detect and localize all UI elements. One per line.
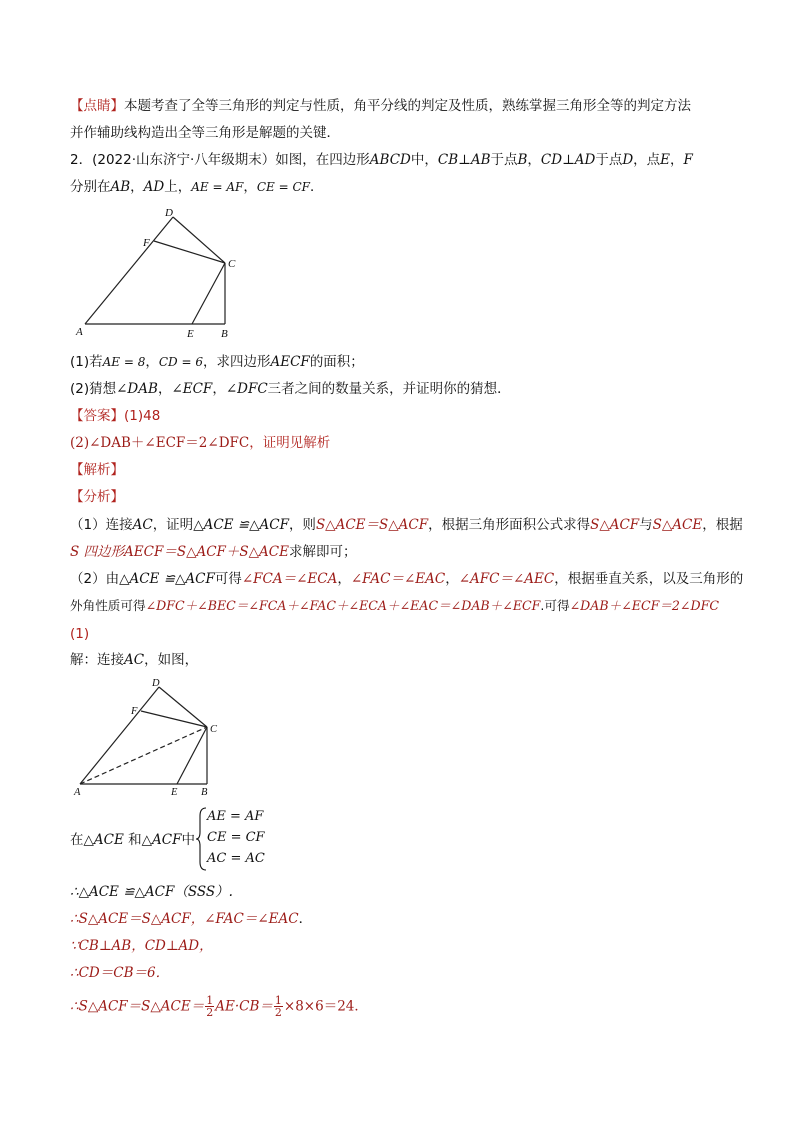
text: ， (670, 152, 684, 168)
point-b: B (517, 152, 528, 168)
text: (2)猜想 (70, 381, 117, 397)
fraction-one-half (205, 995, 214, 1018)
text: ，点 (633, 152, 661, 168)
quadrilateral-figure-with-diagonal (70, 674, 230, 800)
solution-step-3 (70, 909, 312, 929)
point-f: F (683, 152, 693, 168)
answer-line-1 (70, 406, 160, 426)
text: ． (310, 179, 324, 195)
text: （1）连接 (70, 517, 133, 533)
fraction-denominator: 2 (274, 1006, 282, 1019)
text: ， (145, 354, 159, 370)
label-d: D (152, 678, 160, 689)
segment-dc-line (173, 217, 225, 263)
text: 于点 (490, 152, 518, 168)
condition-cd-ad: CD⊥AD (540, 152, 596, 168)
dianjing-line-2 (70, 123, 340, 143)
text: 可得 (214, 571, 242, 587)
congruence: △ACE ≌△ACF (119, 571, 215, 587)
system-eq-2: CE = CF (207, 830, 265, 845)
fraction-denominator: 2 (206, 1006, 214, 1019)
text: 解：连接 (70, 652, 124, 668)
congruence-intro (70, 830, 195, 850)
jiexi-label: 【解析】 (70, 462, 124, 478)
segment-fc-line (154, 241, 225, 263)
label-c: C (228, 258, 236, 270)
problem-line-1 (70, 150, 693, 170)
fraction-numerator: 1 (206, 994, 214, 1007)
text: （2）由 (70, 571, 120, 587)
label-b: B (201, 787, 208, 798)
segment-ec-line (192, 263, 225, 324)
label-d: D (165, 207, 173, 219)
text: 和 (128, 832, 142, 848)
text: 中， (410, 152, 438, 168)
answer-label: 【答案】 (70, 408, 124, 424)
label-c: C (210, 724, 218, 735)
area-computation-result: ×8×6＝24． (283, 998, 368, 1015)
label-e: E (171, 787, 178, 798)
exterior-angle-formula: ∠DFC＋∠BEC＝∠FCA＋∠FAC＋∠ECA＋∠EAC＝∠DAB＋∠ECF (145, 598, 541, 613)
solution-part-1-label (70, 624, 89, 644)
text: 于点 (595, 152, 623, 168)
text: 上， (164, 179, 192, 195)
segment-ad-line (80, 687, 159, 784)
text: 中 (181, 832, 195, 848)
angle-eq-3: ∠AFC＝∠AEC (458, 571, 555, 587)
quadrilateral-figure (70, 202, 260, 344)
text: 在 (70, 832, 84, 848)
text: ，根据 (702, 517, 743, 533)
equation-system (207, 806, 265, 869)
question-2 (70, 379, 511, 399)
fenxi-line (70, 487, 124, 507)
condition-ae-af: AE = AF (191, 180, 244, 194)
text: ， (130, 179, 144, 195)
solution-step-1 (70, 650, 198, 670)
question-1 (70, 352, 364, 372)
angle-equality: ，∠FAC＝∠EAC (190, 911, 299, 927)
problem-line-2 (70, 177, 324, 197)
perpendicular-given: ∵CB⊥AB，CD⊥AD， (70, 938, 213, 954)
diagonal-ac-dashed (80, 727, 207, 784)
label-e: E (187, 328, 194, 340)
point-d: D (622, 152, 634, 168)
part-1-label: (1) (70, 626, 90, 642)
solution-step-2 (70, 882, 233, 902)
text: ，则 (288, 517, 316, 533)
quad-aecf: AECF (270, 354, 310, 370)
fenxi-p1-line-2 (70, 542, 356, 562)
dianjing-label: 【点睛】 (70, 98, 124, 114)
text: ， (243, 179, 257, 195)
fraction-numerator: 1 (274, 994, 282, 1007)
area-equality: S△ACE＝S△ACF (315, 517, 429, 533)
text: ， (527, 152, 541, 168)
text: 与 (639, 517, 653, 533)
answer-part-2-text: ，证明见解析 (249, 435, 331, 451)
jiexi-line (70, 460, 124, 480)
text: ， (445, 571, 459, 587)
label-b: B (221, 328, 228, 340)
result-formula: ∠DAB＋∠ECF＝2∠DFC (569, 598, 719, 613)
label-f: F (143, 237, 150, 249)
text: ，根据三角形面积公式求得 (428, 517, 591, 533)
congruence: △ACE ≌△ACF (193, 517, 289, 533)
text: ，如图， (144, 652, 199, 668)
text: 分别在 (70, 179, 111, 195)
text: ． (298, 911, 313, 927)
segment-ac: AC (124, 652, 145, 668)
condition-cb-ab: CB⊥AB (437, 152, 491, 168)
area-ace: S△ACE (652, 517, 703, 533)
point-e: E (660, 152, 671, 168)
answer-part-1: (1)48 (124, 408, 161, 424)
system-eq-3: AC = AC (207, 851, 265, 866)
text: ，求四边形 (203, 354, 271, 370)
text: ，根据垂直关系，以及三角形的 (554, 571, 744, 587)
fenxi-p2-line-2 (70, 596, 719, 616)
segment-ab: AB (110, 179, 131, 195)
fenxi-label: 【分析】 (70, 489, 124, 505)
given-cd: CD = 6 (158, 355, 203, 369)
answer-line-2 (70, 433, 330, 453)
segment-ec-line (177, 727, 207, 784)
segment-ad-line (85, 217, 173, 324)
triangle-acf: △ACF (141, 832, 182, 848)
condition-ce-cf: CE = CF (256, 180, 310, 194)
quad-name: ABCD (369, 152, 411, 168)
area-sum-formula: S 四边形AECF＝S△ACF＋S△ACE (70, 544, 289, 560)
text: 三者之间的数量关系，并证明你的猜想． (267, 381, 511, 397)
cd-equals-cb: ∴CD＝CB＝6． (70, 965, 170, 981)
fenxi-p2-line-1 (70, 569, 743, 589)
area-computation-start: ∴S△ACF＝S△ACE＝ (70, 998, 205, 1015)
text: 求解即可； (288, 544, 357, 560)
solution-step-6 (70, 995, 368, 1018)
system-eq-1: AE = AF (207, 809, 264, 824)
angle-eq-1: ∠FCA＝∠ECA (241, 571, 338, 587)
area-acf: S△ACF (590, 517, 640, 533)
dianjing-line-1 (70, 96, 691, 116)
problem-source: 2．(2022·山东济宁·八年级期末）如图，在四边形 (70, 152, 370, 168)
given-ae: AE = 8 (102, 355, 146, 369)
text: 的面积； (309, 354, 364, 370)
label-f: F (131, 706, 138, 717)
dianjing-text-1: 本题考查了全等三角形的判定与性质，角平分线的判定及性质，熟练掌握三角形全等的判定方法 (124, 98, 691, 114)
fenxi-p1-line-1 (70, 515, 743, 535)
area-equality: ∴S△ACE＝S△ACF (70, 911, 191, 927)
triangle-ace: △ACE (83, 832, 124, 848)
text: ， (212, 381, 226, 397)
solution-step-5 (70, 963, 169, 983)
angle-ecf: ∠ECF (171, 381, 213, 397)
text: ， (337, 571, 351, 587)
text: .可得 (540, 598, 570, 613)
label-a: A (74, 787, 81, 798)
text: ， (157, 381, 172, 397)
answer-part-2-formula: (2)∠DAB＋∠ECF＝2∠DFC (70, 435, 250, 451)
fraction-one-half-2 (274, 995, 283, 1018)
text: (1)若 (70, 354, 103, 370)
text: ，证明 (152, 517, 194, 533)
text: 外角性质可得 (70, 598, 146, 613)
segment-ad: AD (143, 179, 165, 195)
angle-dab: ∠DAB (116, 381, 158, 397)
angle-dfc: ∠DFC (225, 381, 268, 397)
area-computation-mid: AE·CB＝ (215, 998, 273, 1015)
solution-step-4 (70, 936, 213, 956)
dianjing-text-2: 并作辅助线构造出全等三角形是解题的关键． (70, 125, 340, 141)
label-a: A (76, 326, 83, 338)
congruence-conclusion: ∴△ACE ≌△ACF（SSS）. (70, 884, 233, 900)
segment-ac: AC (132, 517, 153, 533)
angle-eq-2: ∠FAC＝∠EAC (350, 571, 446, 587)
